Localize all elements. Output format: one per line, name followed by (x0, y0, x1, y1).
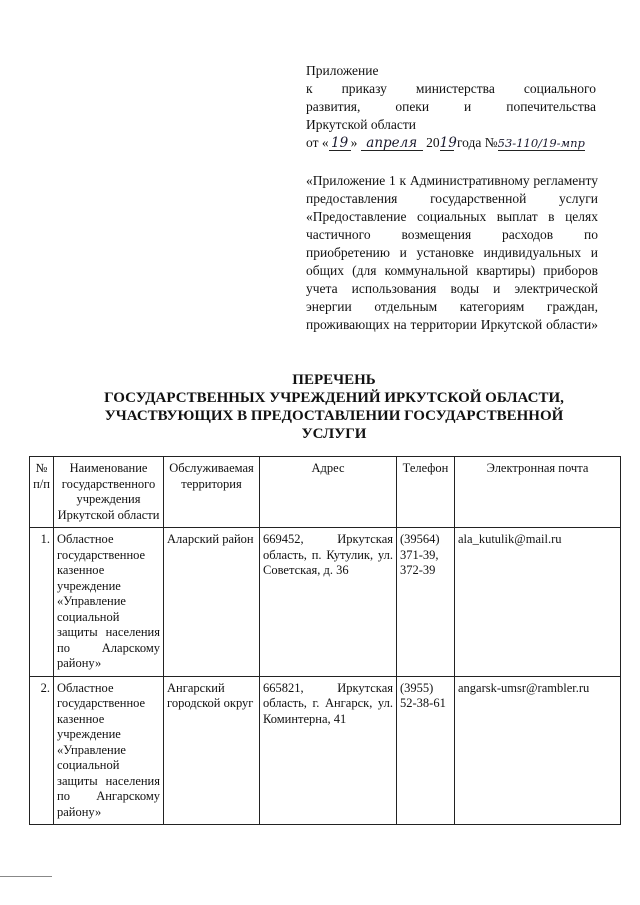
institution-name: Областное государственное казенное учреждение «Управление социальной защиты населения по Ангарскому району» (54, 676, 164, 825)
row-number: 1. (30, 528, 54, 677)
document-title (100, 371, 568, 443)
header-territory: Обслуживаемая территория (164, 457, 260, 528)
handwritten-year: 19 (439, 135, 457, 151)
annex-word: развития, (306, 99, 361, 114)
annex-line-1: Приложение (306, 63, 379, 78)
institution-name: Областное государственное казенное учреждение «Управление социальной защиты населения по Аларскому району» (54, 528, 164, 677)
annex-word: приказу (341, 81, 387, 96)
table-row (30, 676, 621, 825)
annex-word: попечительства (506, 99, 596, 114)
header-phone: Телефон (397, 457, 455, 528)
phone: (3955) 52-38-61 (397, 676, 455, 825)
annex-line-2 (306, 80, 596, 98)
address: 665821, Иркутская область, г. Ангарск, ул. Коминтерна, 41 (260, 676, 397, 825)
territory: Ангарский городской округ (164, 676, 260, 825)
annex-line-3 (306, 98, 596, 116)
regulation-reference: «Приложение 1 к Административному регламенту предоставления государственной услуги «Предоставление социальных выплат в целях частичного возмещения расходов по приобретению и установке индивидуальных и общих (для коммунальной квартиры) приборов учета использования воды и электрической энергии отдельным категориям граждан, проживающих на территории Иркутской области» (306, 173, 598, 332)
annex-word: опеки (395, 99, 430, 114)
annex-header (306, 62, 596, 152)
territory: Аларский район (164, 528, 260, 677)
title-line: ПЕРЕЧЕНЬ (292, 372, 376, 388)
title-line: УЧАСТВУЮЩИХ В ПРЕДОСТАВЛЕНИИ ГОСУДАРСТВЕННОЙ (104, 408, 564, 424)
date-mid: » (350, 135, 358, 150)
phone: (39564) 371-39, 372-39 (397, 528, 455, 677)
handwritten-month: апреля (361, 136, 423, 151)
table-header-row (30, 457, 621, 528)
date-prefix: от « (306, 135, 329, 150)
institutions-table (29, 456, 621, 825)
header-address: Адрес (260, 457, 397, 528)
order-date-line (306, 134, 596, 152)
annex-line-4: Иркутской области (306, 117, 417, 132)
year-prefix: 20 (426, 135, 440, 150)
handwritten-day: 19 (329, 136, 351, 151)
email: ala_kutulik@mail.ru (455, 528, 621, 677)
address: 669452, Иркутская область, п. Кутулик, ул. Советская, д. 36 (260, 528, 397, 677)
handwritten-order-number: 53-110/19-мпр (497, 136, 585, 150)
annex-word: министерства (415, 81, 495, 96)
footer-rule (0, 876, 52, 877)
annex-word: социального (523, 81, 596, 96)
email: angarsk-umsr@rambler.ru (455, 676, 621, 825)
table-row (30, 528, 621, 677)
header-number: № п/п (30, 457, 54, 528)
annex-word: и (464, 99, 472, 114)
annex-word: к (306, 81, 313, 96)
title-line: ГОСУДАРСТВЕННЫХ УЧРЕЖДЕНИЙ ИРКУТСКОЙ ОБЛАСТИ, (104, 390, 564, 406)
header-institution: Наименование государственного учреждения Иркутской области (54, 457, 164, 528)
year-suffix: года № (453, 135, 498, 150)
header-email: Электронная почта (455, 457, 621, 528)
title-line: УСЛУГИ (301, 426, 367, 442)
row-number: 2. (30, 676, 54, 825)
